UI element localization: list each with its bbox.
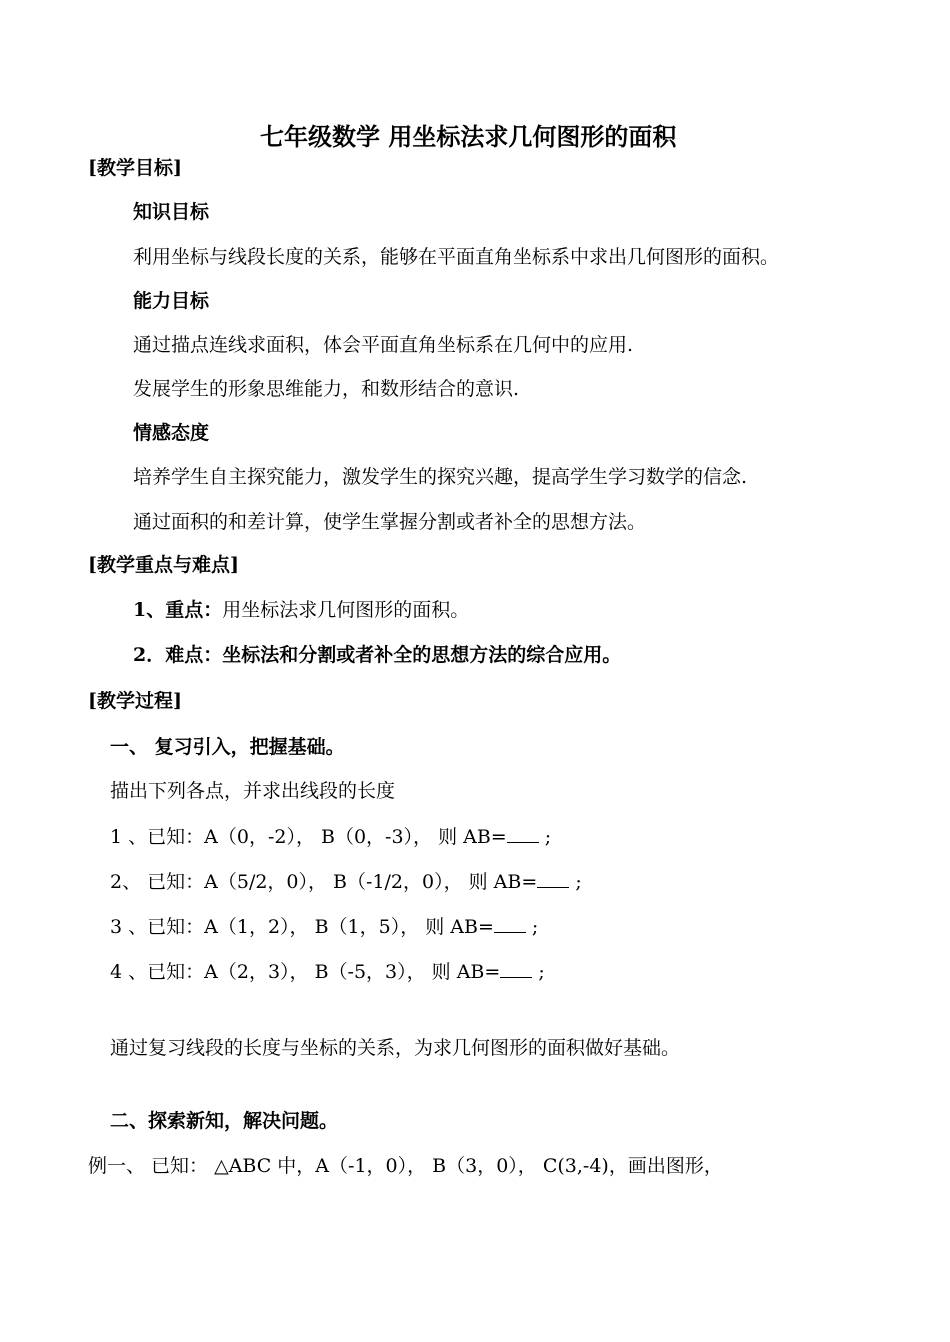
- exercise-text: 1 、已知：A（0，-2）， B（0，-3）， 则 AB=: [110, 826, 507, 848]
- key-text: 用坐标法求几何图形的面积。: [222, 599, 470, 621]
- keypoints-heading: [教学重点与难点]: [88, 554, 239, 576]
- part1-intro: 描出下列各点，并求出线段的长度: [110, 780, 396, 802]
- exercise-1: [110, 824, 551, 849]
- exercise-text: 2、 已知：A（5/2，0）， B（-1/2，0）， 则 AB=: [110, 871, 538, 893]
- exercise-suffix: ;: [532, 961, 545, 983]
- ability-heading: 能力目标: [133, 290, 210, 312]
- part2-heading: 二、探索新知，解决问题。: [110, 1110, 339, 1132]
- example-1: 例一、 已知： △ABC 中，A（-1，0）， B（3，0）， C(3,-4)，画出图形，: [88, 1155, 723, 1177]
- exercise-2: [110, 869, 582, 894]
- difficulty-point: 2．难点：坐标法和分割或者补全的思想方法的综合应用。: [133, 644, 622, 666]
- answer-blank: [537, 869, 569, 888]
- page-title: 七年级数学 用坐标法求几何图形的面积: [260, 122, 677, 151]
- part1-summary: 通过复习线段的长度与坐标的关系，为求几何图形的面积做好基础。: [110, 1037, 681, 1059]
- process-heading: [教学过程]: [88, 690, 182, 712]
- exercise-suffix: ;: [538, 826, 552, 848]
- knowledge-text: 利用坐标与线段长度的关系，能够在平面直角坐标系中求出几何图形的面积。: [133, 246, 780, 268]
- answer-blank: [507, 824, 539, 843]
- answer-blank: [500, 959, 532, 978]
- objectives-heading: [教学目标]: [88, 157, 182, 179]
- exercise-suffix: ;: [569, 871, 582, 893]
- ability-text-2: 发展学生的形象思维能力，和数形结合的意识.: [133, 378, 520, 400]
- part1-heading: 一、 复习引入，把握基础。: [110, 736, 345, 758]
- exercise-text: 3 、已知：A（1，2）， B（1，5）， 则 AB=: [110, 916, 494, 938]
- key-label: 1、重点：: [133, 599, 223, 621]
- answer-blank: [494, 914, 526, 933]
- ability-text-1: 通过描点连线求面积，体会平面直角坐标系在几何中的应用.: [133, 334, 634, 356]
- emotion-text-1: 培养学生自主探究能力，激发学生的探究兴趣，提高学生学习数学的信念.: [133, 466, 748, 488]
- exercise-4: [110, 959, 545, 984]
- emotion-heading: 情感态度: [133, 422, 210, 444]
- exercise-text: 4 、已知：A（2，3）， B（-5，3）， 则 AB=: [110, 961, 501, 983]
- knowledge-heading: 知识目标: [133, 201, 210, 223]
- exercise-3: [110, 914, 538, 939]
- exercise-suffix: ;: [525, 916, 539, 938]
- emotion-text-2: 通过面积的和差计算，使学生掌握分割或者补全的思想方法。: [133, 511, 647, 533]
- key-point: [133, 598, 469, 622]
